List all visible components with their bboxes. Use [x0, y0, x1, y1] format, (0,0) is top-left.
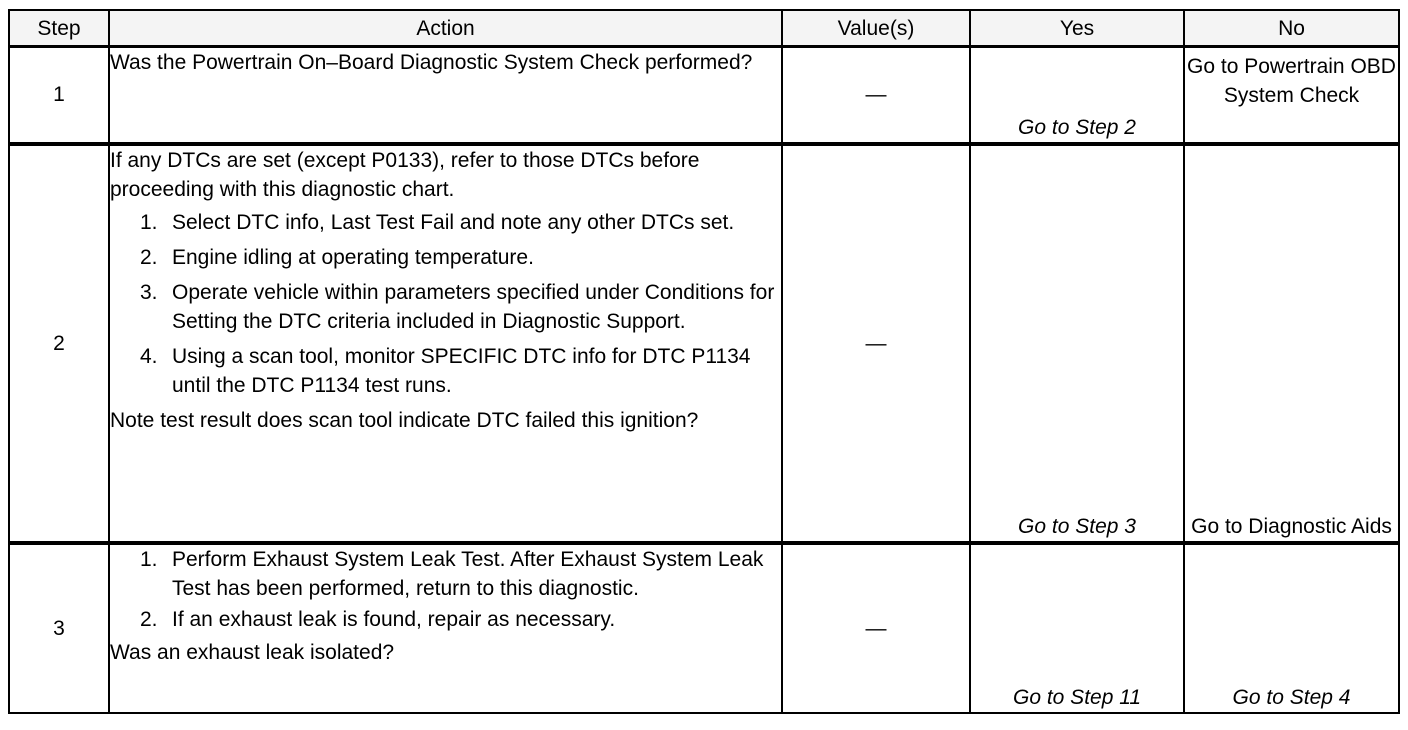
list-item [110, 208, 781, 237]
list-item-text: If an exhaust leak is found, repair as necessary. [172, 607, 616, 631]
no-action: Go to Diagnostic Aids [1184, 144, 1399, 543]
action-cell [109, 543, 782, 713]
action-text: Was the Powertrain On–Board Diagnostic System Check performed? [110, 51, 753, 74]
list-item-text: Using a scan tool, monitor SPECIFIC DTC info for DTC P1134 until the DTC P1134 test runs. [172, 344, 751, 397]
step-number: 3 [9, 543, 109, 713]
list-item-number: 1. [140, 210, 158, 234]
value-cell: — [782, 47, 970, 144]
list-item [110, 545, 781, 603]
value-cell: — [782, 144, 970, 543]
list-item-number: 4. [140, 344, 158, 368]
list-item-text: Select DTC info, Last Test Fail and note any other DTCs set. [172, 210, 735, 234]
header-step: Step [9, 10, 109, 47]
list-item [110, 243, 781, 272]
value-cell: — [782, 543, 970, 713]
yes-action: Go to Step 3 [970, 144, 1184, 543]
header-action: Action [109, 10, 782, 47]
action-steps [110, 545, 781, 634]
list-item [110, 605, 781, 634]
list-item-text: Perform Exhaust System Leak Test. After Exhaust System Leak Test has been performed, return to this diagnostic. [172, 547, 764, 600]
step-number: 2 [9, 144, 109, 543]
header-values: Value(s) [782, 10, 970, 47]
header-no: No [1184, 10, 1399, 47]
no-action: Go to Powertrain OBD System Check [1184, 47, 1399, 144]
yes-action: Go to Step 11 [970, 543, 1184, 713]
table-row [9, 144, 1399, 543]
list-item-number: 2. [140, 607, 158, 631]
table-row [9, 47, 1399, 144]
diagnostic-table [8, 9, 1400, 714]
list-item [110, 342, 781, 400]
action-cell [109, 47, 782, 144]
step-number: 1 [9, 47, 109, 144]
action-text: If any DTCs are set (except P0133), refer to those DTCs before proceeding with this diagnostic chart. [110, 148, 700, 201]
header-yes: Yes [970, 10, 1184, 47]
list-item-number: 2. [140, 245, 158, 269]
list-item-text: Operate vehicle within parameters specified under Conditions for Setting the DTC criteria included in Diagnostic Support. [172, 280, 775, 333]
list-item-text: Engine idling at operating temperature. [172, 245, 534, 269]
no-action: Go to Step 4 [1184, 543, 1399, 713]
action-question: Was an exhaust leak isolated? [110, 640, 395, 664]
yes-action: Go to Step 2 [970, 47, 1184, 144]
action-cell [109, 144, 782, 543]
action-question: Note test result does scan tool indicate DTC failed this ignition? [110, 408, 699, 432]
header-row [9, 10, 1399, 47]
list-item-number: 3. [140, 280, 158, 304]
action-steps [110, 208, 781, 400]
list-item [110, 278, 781, 336]
table-row [9, 543, 1399, 713]
list-item-number: 1. [140, 547, 158, 571]
